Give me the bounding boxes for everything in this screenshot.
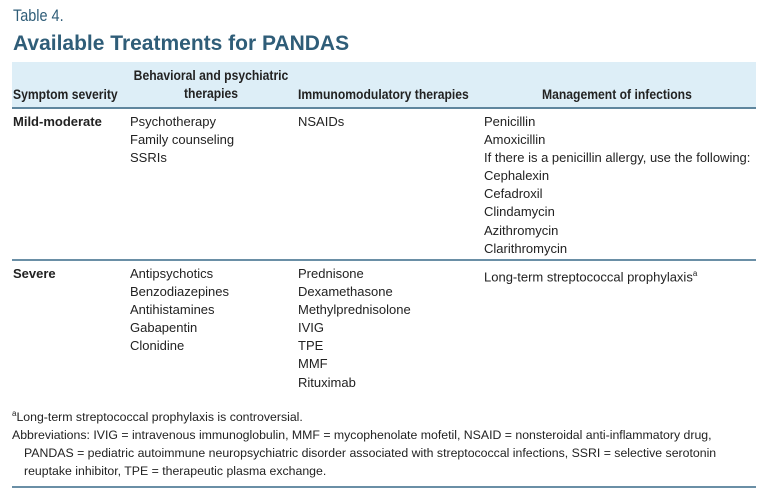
list-item: Antihistamines	[130, 302, 215, 318]
table-row-severe	[12, 261, 756, 395]
list-item: If there is a penicillin allergy, use the following:	[484, 150, 751, 166]
list-item: Psychotherapy	[130, 114, 216, 129]
header-behavioral	[130, 67, 292, 103]
list-item: SSRIs	[130, 150, 167, 166]
abbreviations-line2: PANDAS = pediatric autoimmune neuropsychiatric disorder associated with streptococcal infections, SSRI = selective serotonin	[24, 446, 717, 461]
immuno-cell	[298, 265, 411, 392]
list-item: Clonidine	[130, 338, 185, 354]
prophylaxis-text: Long-term streptococcal prophylaxis	[484, 269, 693, 285]
behavioral-cell	[130, 265, 229, 355]
header-behavioral-line2: therapies	[183, 86, 239, 101]
footnote-marker: a	[692, 269, 698, 278]
table-row-mild	[12, 109, 756, 261]
immuno-cell	[298, 113, 344, 131]
list-item: IVIG	[298, 320, 325, 336]
list-item: Rituximab	[298, 374, 356, 390]
list-item: Cefadroxil	[484, 186, 543, 202]
list-item: Family counseling	[130, 132, 235, 148]
table-label: Table 4.	[13, 6, 64, 25]
footnote-a: $^a$Long-term streptococcal prophylaxis is controversial.	[12, 409, 303, 425]
list-item: NSAIDs	[298, 114, 345, 129]
list-item: Gabapentin	[130, 320, 198, 336]
list-item: Clindamycin	[484, 204, 555, 220]
table-header	[12, 62, 756, 109]
header-immuno: Immunomodulatory therapies	[298, 87, 469, 102]
list-item: Penicillin	[484, 114, 536, 129]
list-item: MMF	[298, 356, 328, 372]
list-item: TPE	[298, 338, 324, 354]
table-title: Available Treatments for PANDAS	[13, 32, 350, 55]
list-item: Prednisone	[298, 266, 364, 281]
abbreviations-line3: reuptake inhibitor, TPE = therapeutic plasma exchange.	[24, 464, 327, 479]
list-item: Clarithromycin	[484, 240, 568, 256]
header-severity: Symptom severity	[13, 87, 118, 102]
abbreviations-line1: Abbreviations: IVIG = intravenous immunoglobulin, MMF = mycophenolate mofetil, NSAID = nonsteroidal anti-inflammatory drug,	[12, 428, 712, 443]
list-item: Dexamethasone	[298, 284, 393, 300]
behavioral-cell	[130, 113, 234, 167]
header-behavioral-line1: Behavioral and psychiatric	[133, 68, 289, 83]
table-footnotes	[12, 405, 756, 488]
list-item: Azithromycin	[484, 222, 559, 238]
list-item: Amoxicillin	[484, 132, 546, 148]
list-item: Cephalexin	[484, 168, 550, 184]
header-infections: Management of infections	[542, 87, 692, 102]
severity-cell: Severe	[13, 266, 56, 281]
infections-cell	[484, 265, 697, 286]
list-item: Methylprednisolone	[298, 302, 411, 318]
severity-cell: Mild-moderate	[13, 114, 102, 129]
list-item: Antipsychotics	[130, 266, 214, 281]
infections-cell	[484, 113, 750, 258]
list-item: Benzodiazepines	[130, 284, 230, 300]
